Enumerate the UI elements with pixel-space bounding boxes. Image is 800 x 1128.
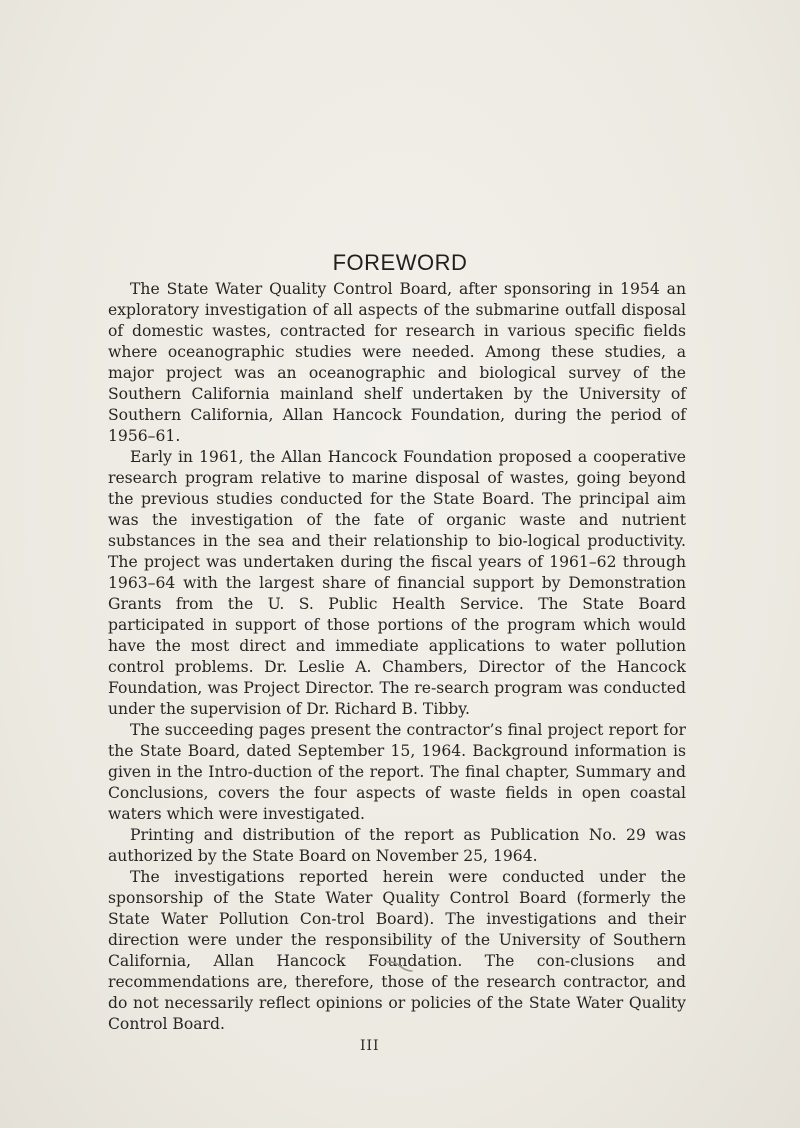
paragraph-1: The State Water Quality Control Board, after sponsoring in 1954 an exploratory investigation of all aspects of the submarine outfall disposal of domestic wastes, contracted for research in various specific fields where oceanographic studies were needed. Among these studies, a major project was an oceanographic and biological survey of the Southern California mainland shelf undertaken by the University of Southern California, Allan Hancock Foundation, during the period of 1956–61. xyxy=(108,280,686,445)
paragraph-2: Early in 1961, the Allan Hancock Foundation proposed a cooperative research program relative to marine disposal of wastes, going beyond the previous studies conducted for the State Board. The principal aim was the investigation of the fate of organic waste and nutrient substances in the sea and their relationship to bio-logical productivity. The project was undertaken during the fiscal years of 1961–62 through 1963–64 with the largest share of financial support by Demonstration Grants from the U. S. Public Health Service. The State Board participated in support of those portions of the program which would have the most direct and immediate applications to water pollution control problems. Dr. Leslie A. Chambers, Director of the Hancock Foundation, was Project Director. The re-search program was conducted under the supervision of Dr. Richard B. Tibby. xyxy=(108,448,686,718)
page-number: III xyxy=(360,1038,380,1054)
pencil-mark xyxy=(384,958,414,974)
paragraph-3: The succeeding pages present the contractor’s final project report for the State Board, dated September 15, 1964. Background information is given in the Intro-duction of the report. The final chapter, Summary and Conclusions, covers the four aspects of waste fields in open coastal waters which were investigated. xyxy=(108,721,686,823)
paragraph-5: The investigations reported herein were conducted under the sponsorship of the State Water Quality Control Board (formerly the State Water Pollution Con-trol Board). The investigations and their direction were under the responsibility of the University of Southern California, Allan Hancock Foundation. The con-clusions and recommendations are, therefore, those of the research contractor, and do not necessarily reflect opinions or policies of the State Water Quality Control Board. xyxy=(108,868,686,1033)
page-title: FOREWORD xyxy=(332,250,468,275)
paragraph-4: Printing and distribution of the report as Publication No. 29 was authorized by the State Board on November 25, 1964. xyxy=(108,826,686,865)
body-text xyxy=(108,279,686,1035)
